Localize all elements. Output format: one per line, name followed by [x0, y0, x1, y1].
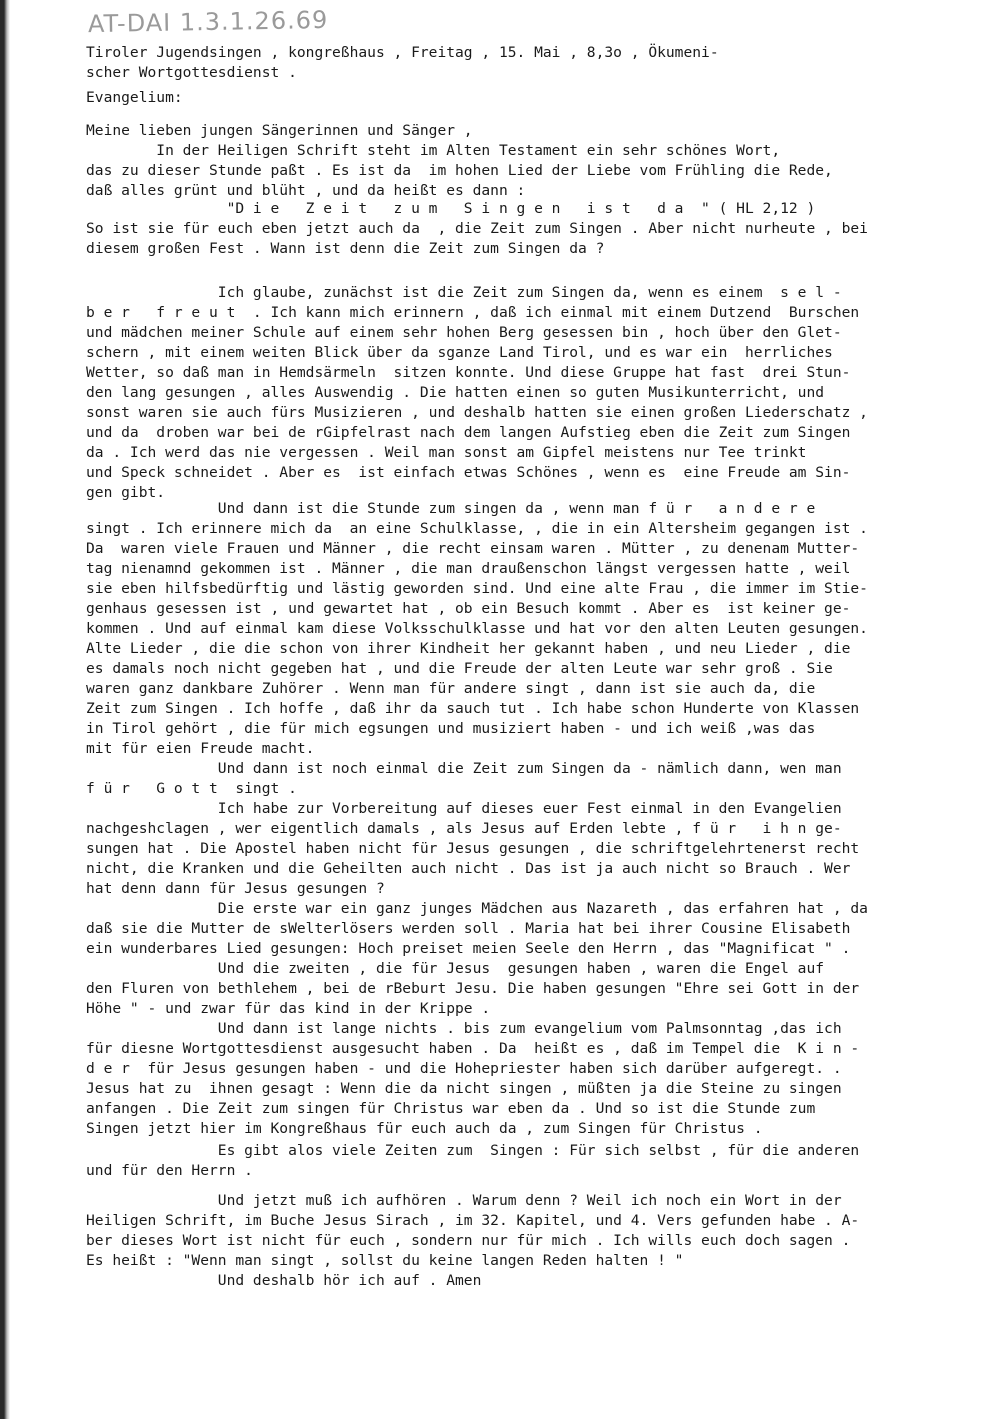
text-line: schern , mit einem weiten Blick über da sganze Land Tirol, und es war ein herrliches	[86, 344, 833, 361]
archive-reference: AT-DAI 1.3.1.26.69	[87, 5, 329, 39]
text-line: den Fluren von bethlehem , bei de rBeburt Jesu. Die haben gesungen "Ehre sei Gott in der	[86, 980, 860, 997]
text-line: anfangen . Die Zeit zum singen für Christus war eben da . Und so ist die Stunde zum	[86, 1100, 816, 1117]
text-line: kommen . Und auf einmal kam diese Volksschulklasse und hat vor den alten Leuten gesungen.	[86, 620, 868, 637]
scan-edge-shadow	[0, 0, 10, 1419]
text-line: für diesne Wortgottesdienst ausgesucht haben . Da heißt es , daß im Tempel die K i n -	[86, 1040, 860, 1057]
text-line: Da waren viele Frauen und Männer , die recht einsam waren . Mütter , zu denenam Mutter-	[86, 540, 860, 557]
text-line: "D i e Z e i t z u m S i n g e n i s t d a " ( HL 2,12 )	[86, 200, 816, 217]
text-line: ein wunderbares Lied gesungen: Hoch preiset meien Seele den Herrn , das "Magnificat " .	[86, 940, 851, 957]
text-line: sonst waren sie auch fürs Musizieren , und deshalb hatten sie einen großen Liederschatz ,	[86, 404, 868, 421]
text-line: in Tirol gehört , die für mich egsungen und musiziert haben - und ich weiß ,was das	[86, 720, 816, 737]
text-line: daß alles grünt und blüht , und da heißt es dann :	[86, 182, 526, 199]
text-line: Höhe " - und zwar für das kind in der Krippe .	[86, 1000, 491, 1017]
text-line: d e r für Jesus gesungen haben - und die Hohepriester haben sich darüber aufgeregt. .	[86, 1060, 842, 1077]
text-line: nicht, die Kranken und die Geheilten auch nicht . Das ist ja auch nicht so Brauch . Wer	[86, 860, 851, 877]
text-line: Ich habe zur Vorbereitung auf dieses euer Fest einmal in den Evangelien	[86, 800, 842, 817]
header-line: Evangelium:	[86, 89, 183, 106]
text-line: Wetter, so daß man in Hemdsärmeln sitzen konnte. Und diese Gruppe hat fast drei Stun-	[86, 364, 851, 381]
text-line: singt . Ich erinnere mich da an eine Schulklasse, , die in ein Altersheim gegangen ist .	[86, 520, 868, 537]
text-line: sie eben hilfsbedürftig und lästig geworden sind. Und eine alte Frau , die immer im Stie-	[86, 580, 868, 597]
text-line: Und die zweiten , die für Jesus gesungen haben , waren die Engel auf	[86, 960, 825, 977]
text-line: und für den Herrn .	[86, 1162, 253, 1179]
text-line: gen gibt.	[86, 484, 166, 501]
text-line: mit für eien Freude macht.	[86, 740, 315, 757]
text-line: f ü r G o t t singt .	[86, 780, 297, 797]
text-line: und Speck schneidet . Aber es ist einfach etwas Schönes , wenn es eine Freude am Sin-	[86, 464, 851, 481]
text-line: Und dann ist die Stunde zum singen da , wenn man f ü r a n d e r e	[86, 500, 816, 517]
text-line: und mädchen meiner Schule auf einem sehr hohen Berg gesessen bin , hoch über den Glet-	[86, 324, 842, 341]
text-line: das zu dieser Stunde paßt . Es ist da im hohen Lied der Liebe vom Frühling die Rede,	[86, 162, 833, 179]
header-line: scher Wortgottesdienst .	[86, 64, 297, 81]
text-line: sungen hat . Die Apostel haben nicht für Jesus gesungen , die schriftgelehrtenerst recht	[86, 840, 860, 857]
text-line: Singen jetzt hier im Kongreßhaus für euch auch da , zum Singen für Christus .	[86, 1120, 763, 1137]
text-line: Und jetzt muß ich aufhören . Warum denn ? Weil ich noch ein Wort in der	[86, 1192, 842, 1209]
text-line: da . Ich werd das nie vergessen . Weil man sonst am Gipfel meistens nur Tee trinkt	[86, 444, 807, 461]
text-line: Zeit zum Singen . Ich hoffe , daß ihr da sauch tut . Ich habe schon Hunderte von Klassen	[86, 700, 860, 717]
text-line: nachgeshclagen , wer eigentlich damals , als Jesus auf Erden lebte , f ü r i h n ge-	[86, 820, 842, 837]
text-line: Und dann ist noch einmal die Zeit zum Singen da - nämlich dann, wen man	[86, 760, 842, 777]
text-line: In der Heiligen Schrift steht im Alten Testament ein sehr schönes Wort,	[86, 142, 781, 159]
text-line: tag nienamnd gekommen ist . Männer , die man draußenschon längst vergessen hatte , weil	[86, 560, 851, 577]
text-line: Es gibt alos viele Zeiten zum Singen : Für sich selbst , für die anderen	[86, 1142, 860, 1159]
text-line: hat denn dann für Jesus gesungen ?	[86, 880, 385, 897]
text-line: Heiligen Schrift, im Buche Jesus Sirach , im 32. Kapitel, und 4. Vers gefunden habe . A-	[86, 1212, 860, 1229]
text-line: Die erste war ein ganz junges Mädchen aus Nazareth , das erfahren hat , da	[86, 900, 868, 917]
text-line: genhaus gesessen ist , und gewartet hat , ob ein Besuch kommt . Aber es ist keiner ge-	[86, 600, 851, 617]
text-line: daß sie die Mutter de sWelterlösers werden soll . Maria hat bei ihrer Cousine Elisabeth	[86, 920, 851, 937]
header-line: Tiroler Jugendsingen , kongreßhaus , Freitag , 15. Mai , 8,3o , Ökumeni-	[86, 44, 719, 61]
text-line: den lang gesungen , alles Auswendig . Die hatten einen so guten Musikunterricht, und	[86, 384, 825, 401]
text-line: und da droben war bei de rGipfelrast nach dem langen Aufstieg eben die Zeit zum Singen	[86, 424, 851, 441]
text-line: diesem großen Fest . Wann ist denn die Zeit zum Singen da ?	[86, 240, 605, 257]
text-line: Ich glaube, zunächst ist die Zeit zum Singen da, wenn es einem s e l -	[86, 284, 842, 301]
text-line: So ist sie für euch eben jetzt auch da , die Zeit zum Singen . Aber nicht nurheute , bei	[86, 220, 868, 237]
text-line: es damals noch nicht gegeben hat , und die Freude der alten Leute war sehr groß . Sie	[86, 660, 833, 677]
text-line: ber dieses Wort ist nicht für euch , sondern nur für mich . Ich wills euch doch sagen .	[86, 1232, 851, 1249]
text-line: Und dann ist lange nichts . bis zum evangelium vom Palmsonntag ,das ich	[86, 1020, 842, 1037]
text-line: Jesus hat zu ihnen gesagt : Wenn die da nicht singen , müßten ja die Steine zu singen	[86, 1080, 842, 1097]
text-line: Und deshalb hör ich auf . Amen	[86, 1272, 482, 1289]
text-line: b e r f r e u t . Ich kann mich erinnern , daß ich einmal mit einem Dutzend Burschen	[86, 304, 860, 321]
text-line: Es heißt : "Wenn man singt , sollst du keine langen Reden halten ! "	[86, 1252, 684, 1269]
text-line: waren ganz dankbare Zuhörer . Wenn man für andere singt , dann ist sie auch da, die	[86, 680, 816, 697]
text-line: Alte Lieder , die die schon von ihrer Kindheit her gekannt haben , und neu Lieder , die	[86, 640, 851, 657]
text-line: Meine lieben jungen Sängerinnen und Sänger ,	[86, 122, 473, 139]
